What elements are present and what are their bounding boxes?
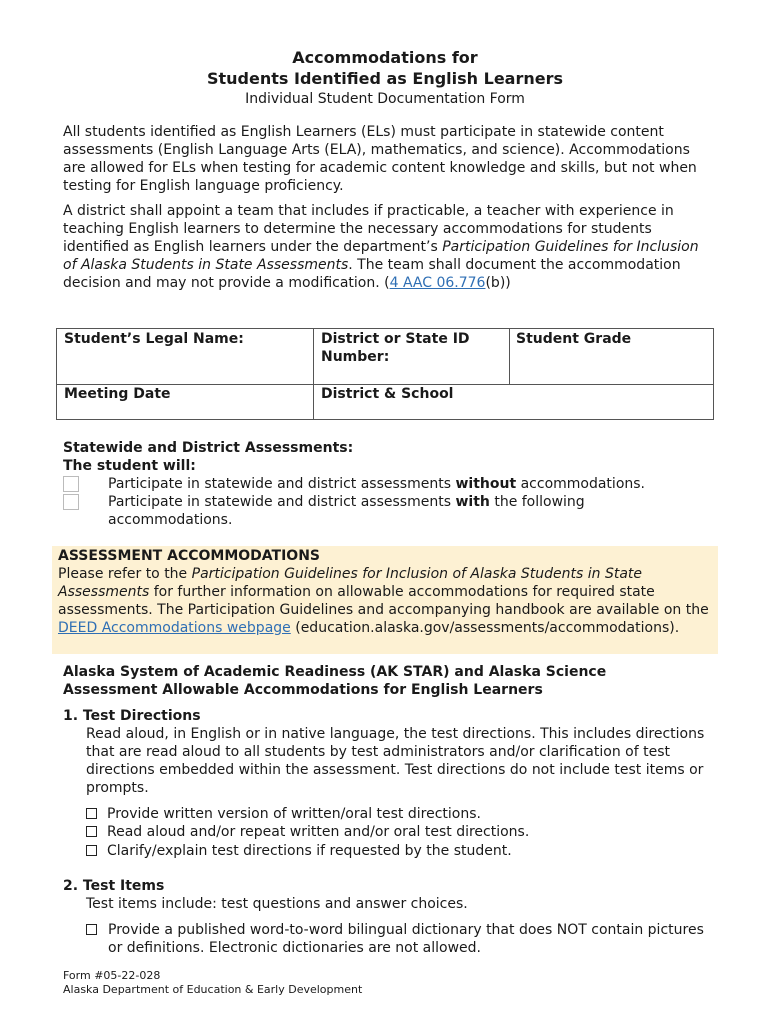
without-accommodations-option: Participate in statewide and district assessments without accommodations. bbox=[108, 476, 645, 492]
student-grade-label: Student Grade bbox=[516, 331, 632, 347]
intro-paragraph-2: A district shall appoint a team that includes if practicable, a teacher with experience in teaching English learners to determine the necessary accommodations for students identified as English learners under the department’s Participation Guidelines for Inclusion of Alaska Students in State Assessments. The team shall document the accommodation decision and may not provide a modification. (4 AAC 06.776(b)) bbox=[63, 203, 699, 291]
accommodations-box-text: Please refer to the Participation Guidelines for Inclusion of Alaska Students in State Assessments for further information on allowable accommodations for required state assessments. The Participation Guidelines and accompanying handbook are available on the DEED Accommodations webpage (education.alaska.gov/assessments/accommodations). bbox=[58, 566, 709, 636]
district-id-label: District or State ID Number: bbox=[321, 331, 470, 365]
test-directions-item-1: Provide written version of written/oral test directions. bbox=[86, 805, 706, 823]
checkbox-icon[interactable] bbox=[86, 826, 97, 837]
akstar-heading: Alaska System of Academic Readiness (AK STAR) and Alaska Science Assessment Allowable Accommodations for English Learners bbox=[63, 664, 607, 698]
without-accommodations-checkbox[interactable] bbox=[63, 476, 79, 492]
meeting-date-label: Meeting Date bbox=[64, 386, 171, 402]
checkbox-icon[interactable] bbox=[86, 845, 97, 856]
district-school-label: District & School bbox=[321, 386, 454, 402]
student-will-heading: The student will: bbox=[63, 458, 196, 474]
test-directions-item-3: Clarify/explain test directions if requested by the student. bbox=[86, 842, 706, 860]
checkbox-icon[interactable] bbox=[86, 808, 97, 819]
accommodations-box-heading: ASSESSMENT ACCOMMODATIONS bbox=[58, 548, 320, 564]
legal-name-label: Student’s Legal Name: bbox=[64, 331, 244, 347]
test-items-title: 2. Test Items bbox=[63, 878, 165, 894]
test-directions-description: Read aloud, in English or in native language, the test directions. This includes directions that are read aloud to all students by test administrators and/or clarification of test directions embedded within the assessment. Test directions do not include test items or prompts. bbox=[86, 726, 705, 796]
deed-accommodations-link[interactable]: DEED Accommodations webpage bbox=[58, 620, 291, 636]
form-title-line1: Accommodations for bbox=[292, 48, 478, 67]
test-directions-item-2: Read aloud and/or repeat written and/or oral test directions. bbox=[86, 823, 706, 841]
form-title-line2: Students Identified as English Learners bbox=[206, 69, 564, 88]
assessments-heading: Statewide and District Assessments: bbox=[63, 440, 354, 456]
intro-paragraph-1: All students identified as English Learners (ELs) must participate in statewide content assessments (English Language Arts (ELA), mathematics, and science). Accommodations are allowed for ELs when testing for academic content knowledge and skills, but not when testing for English language proficiency. bbox=[63, 124, 697, 194]
test-items-description: Test items include: test questions and answer choices. bbox=[86, 896, 468, 912]
with-accommodations-option: Participate in statewide and district assessments with the following accommodations. bbox=[108, 494, 585, 528]
with-accommodations-checkbox[interactable] bbox=[63, 494, 79, 510]
guidelines-title: Participation Guidelines for Inclusion of Alaska Students in State Assessments bbox=[63, 239, 699, 273]
checkbox-icon[interactable] bbox=[86, 924, 97, 935]
regulation-link[interactable]: 4 AAC 06.776 bbox=[389, 275, 486, 291]
form-subtitle: Individual Student Documentation Form bbox=[245, 91, 525, 107]
test-items-item-1: Provide a published word-to-word bilingual dictionary that does NOT contain pictures or definitions. Electronic dictionaries are not allowed. bbox=[108, 922, 704, 956]
student-info-table bbox=[56, 328, 714, 420]
test-directions-title: 1. Test Directions bbox=[63, 708, 201, 724]
form-number: Form #05-22-028 bbox=[63, 969, 161, 982]
department-name: Alaska Department of Education & Early Development bbox=[63, 983, 363, 996]
